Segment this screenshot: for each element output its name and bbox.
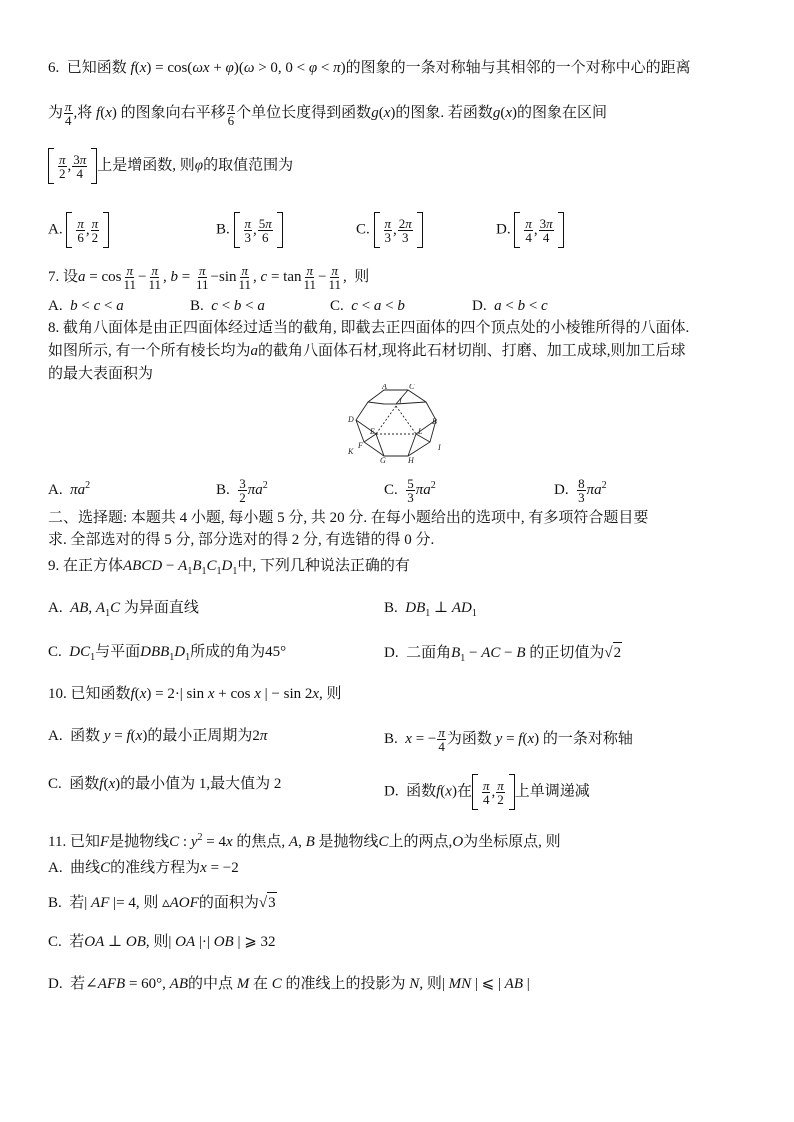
q10-option-b[interactable]: B. x = − $\frac{\pi}{4}$ 为函数 y = f(x) 的一条对称轴 <box>384 725 633 754</box>
fig-label: A <box>382 384 387 391</box>
q11-option-c[interactable]: C. 若OA ⊥ OB, 则| OA |·| OB | ⩾ 32 <box>48 934 276 950</box>
q7-option-a[interactable]: A. b < c < a <box>48 298 124 314</box>
fig-label: I <box>438 443 441 452</box>
fig-label: G <box>380 456 386 464</box>
q9-option-a[interactable]: A. AB, $A_1C$ 为异面直线 <box>48 600 199 619</box>
q11-stem: 11. 已知F是抛物线C : $y^2 = 4x$ 的焦点, A, B 是抛物线C上的两点,O为坐标原点, 则 <box>48 832 561 850</box>
fig-label: E <box>370 427 375 436</box>
q6-line3: $\frac{\pi}{2}$ , $\frac{3\pi}{4}$ 上是增函数, 则φ的取值范围为 <box>48 148 293 184</box>
q11-option-d[interactable]: D. 若∠AFB = 60°, AB的中点 M 在 C 的准线上的投影为 N, 则| MN | ⩽ | AB | <box>48 976 530 992</box>
fig-label: K <box>348 447 354 456</box>
q6-option-a[interactable]: A. $\frac{\pi}{6}$ , $\frac{\pi}{2}$ <box>48 212 109 248</box>
q7-stem: 7. 设a = cos $\frac{\pi}{11}$ − $\frac{\pi}{11}$ , b = $\frac{\pi}{11}$ −sin $\frac{\pi}{11}$ , c = tan $\frac{\pi}{11}$ − $\frac{\pi}{11}$ , 则 <box>48 263 370 292</box>
q8-option-c[interactable]: C. $\frac{5}{3}$ $\pi a^2$ <box>384 476 436 506</box>
q8-line2: 如图所示, 有一个所有棱长均为a的截角八面体石材,现将此石材切削、打磨、加工成球,则加工后球 <box>48 343 686 359</box>
q6-option-b[interactable]: B. $\frac{\pi}{3}$ , $\frac{5\pi}{6}$ <box>216 212 283 248</box>
q6-option-d[interactable]: D. $\frac{\pi}{4}$ , $\frac{3\pi}{4}$ <box>496 212 564 248</box>
fig-label: F <box>358 441 363 450</box>
q8-option-b[interactable]: B. $\frac{3}{2}$ $\pi a^2$ <box>216 476 268 506</box>
q10-option-a[interactable]: A. 函数 y = f(x)的最小正周期为2π <box>48 728 268 744</box>
fig-label: H <box>408 456 414 464</box>
fig-label: D <box>348 415 354 424</box>
q10-option-d[interactable]: D. 函数f(x)在 $\frac{\pi}{4}$ , $\frac{\pi}{2}$ 上单调递减 <box>384 774 590 810</box>
q7-option-b[interactable]: B. c < b < a <box>190 298 265 314</box>
fig-label: B <box>432 417 437 426</box>
q9-stem: 9. 在正方体ABCD − $A_1B_1C_1D_1$中, 下列几种说法正确的有 <box>48 558 410 577</box>
q7-option-d[interactable]: D. a < b < c <box>472 298 548 314</box>
q10-stem: 10. 已知函数f(x) = 2·| sin x + cos x | − sin 2x, 则 <box>48 686 342 702</box>
q8-line1: 8. 截角八面体是由正四面体经过适当的截角, 即截去正四面体的四个顶点处的小棱锥所得的八面体. <box>48 320 690 336</box>
q10-option-c[interactable]: C. 函数f(x)的最小值为 1,最大值为 2 <box>48 776 282 792</box>
q7-option-c[interactable]: C. c < a < b <box>330 298 405 314</box>
q6-option-c[interactable]: C. $\frac{\pi}{3}$ , $\frac{2\pi}{3}$ <box>356 212 423 248</box>
q8-line3: 的最大表面积为 <box>48 366 154 382</box>
q8-option-a[interactable]: A. $\pi a^2$ <box>48 480 91 498</box>
q6-line2: 为 $\frac{\pi}{4}$ ,将 f(x) 的图象向右平移 $\frac{\pi}{6}$ 个单位长度得到函数g(x)的图象. 若函数g(x)的图象在区间 <box>48 99 608 128</box>
q6-line1: 6. 已知函数 f(x) = cos(ωx + φ)(ω > 0, 0 < φ < π)的图象的一条对称轴与其相邻的一个对称中心的距离 <box>48 60 691 76</box>
question-number: 6. <box>48 60 60 76</box>
q8-option-d[interactable]: D. $\frac{8}{3}$ $\pi a^2$ <box>554 476 607 506</box>
fig-label: J <box>398 397 402 406</box>
fig-label: L <box>418 427 423 436</box>
fig-label: C <box>409 384 415 391</box>
q9-option-c[interactable]: C. $DC_1$与平面$DBB_1D_1$所成的角为45° <box>48 644 287 663</box>
q9-option-d[interactable]: D. 二面角$B_1$ − AC − B 的正切值为√ 2 <box>384 642 622 669</box>
section-heading: 二、选择题: 本题共 4 小题, 每小题 5 分, 共 20 分. 在每小题给出的选项中, 有多项符合题目要 <box>48 510 649 526</box>
q9-option-b[interactable]: B. $DB_1$ ⊥ $AD_1$ <box>384 600 477 619</box>
q11-option-b[interactable]: B. 若| AF |= 4, 则 ▵AOF的面积为√ 3 <box>48 892 277 913</box>
truncated-octahedron-figure <box>346 384 456 464</box>
q11-option-a[interactable]: A. 曲线C的准线方程为x = −2 <box>48 860 239 876</box>
section-heading-cont: 求. 全部选对的得 5 分, 部分选对的得 2 分, 有选错的得 0 分. <box>48 532 435 548</box>
